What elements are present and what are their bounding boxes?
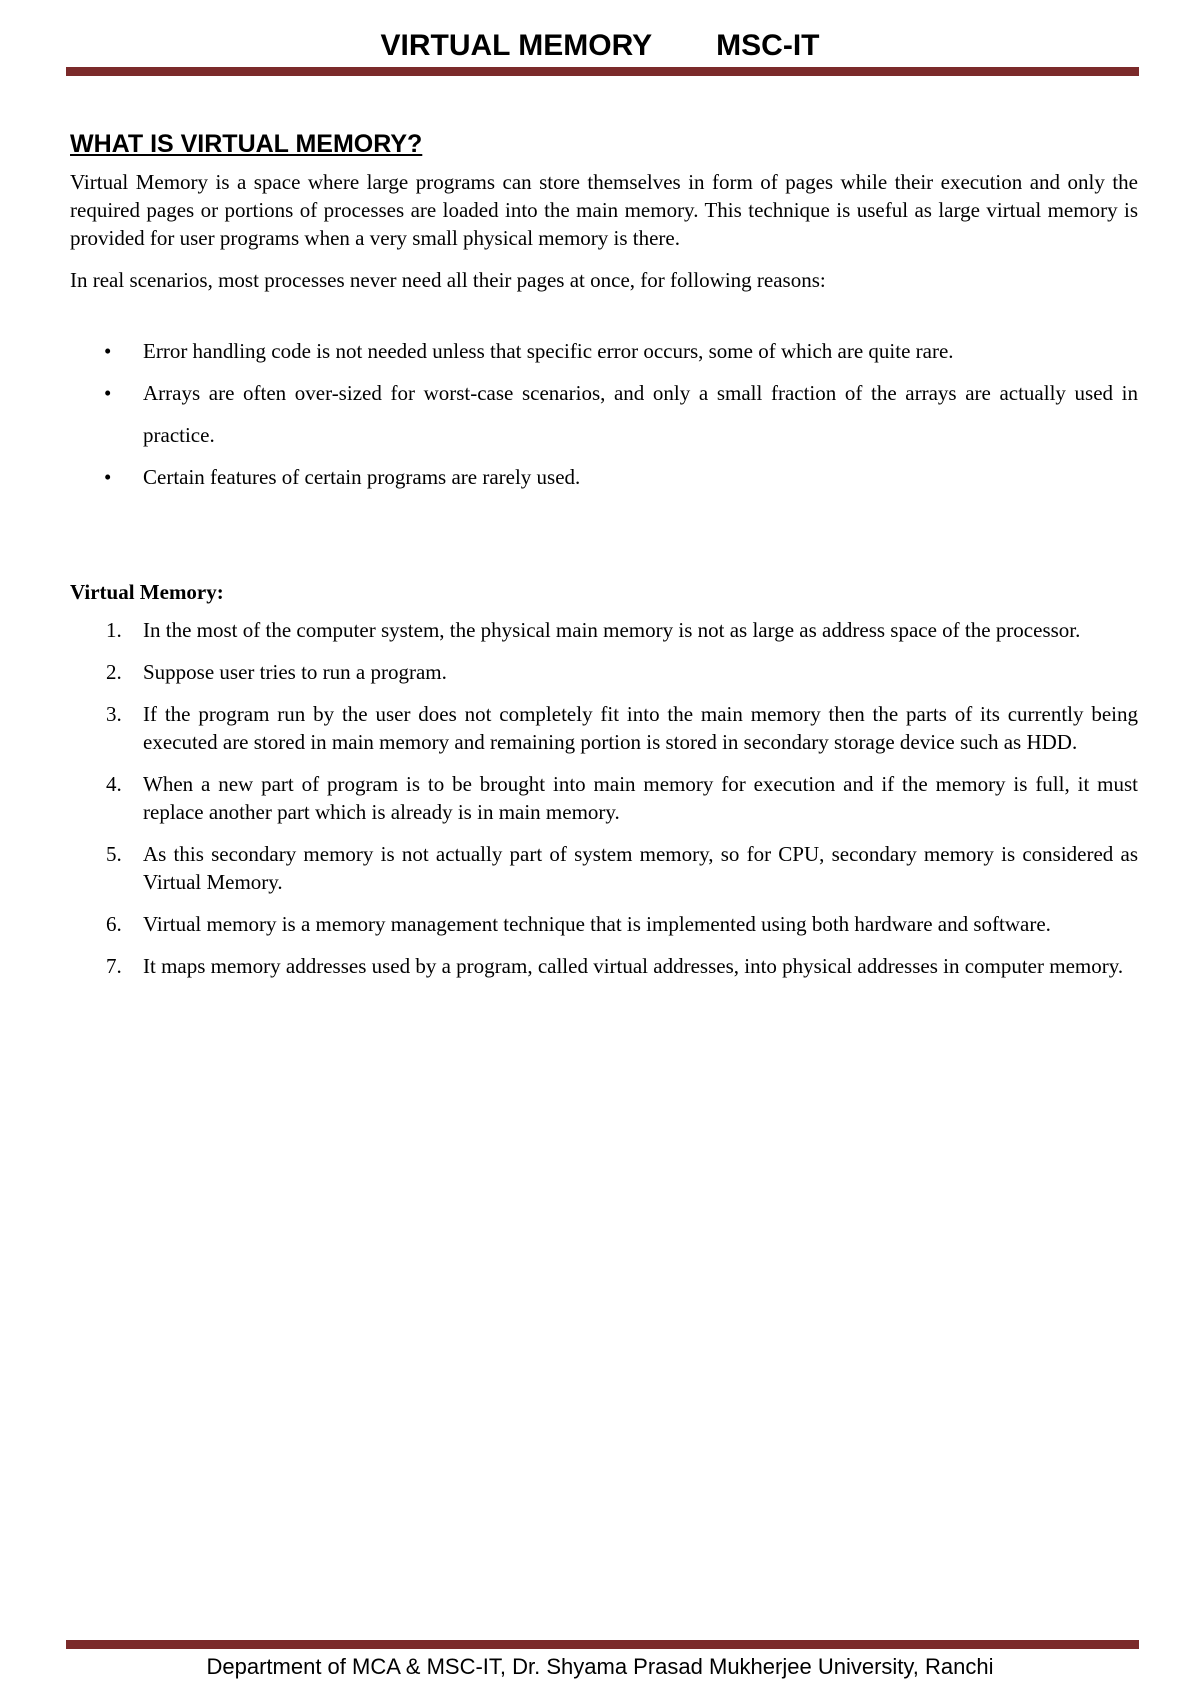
list-item-text: In the most of the computer system, the physical main memory is not as large as address space of the processor. xyxy=(143,618,1081,642)
list-item xyxy=(70,700,1138,756)
page-footer: Department of MCA & MSC-IT, Dr. Shyama Prasad Mukherjee University, Ranchi xyxy=(206,1654,994,1679)
reasons-list xyxy=(70,330,1138,498)
bullet-icon: • xyxy=(104,381,112,405)
list-item-text: Error handling code is not needed unless that specific error occurs, some of which are quite rare. xyxy=(143,339,954,363)
list-item-text: Suppose user tries to run a program. xyxy=(143,660,447,684)
list-number: 4. xyxy=(106,772,122,796)
list-item xyxy=(70,456,1138,498)
list-item xyxy=(70,372,1138,456)
list-item xyxy=(70,910,1138,938)
list-item xyxy=(70,330,1138,372)
document-body xyxy=(70,128,1138,994)
list-item xyxy=(70,840,1138,896)
list-item xyxy=(70,616,1138,644)
list-number: 3. xyxy=(106,702,122,726)
list-item-text: Virtual memory is a memory management technique that is implemented using both hardware and software. xyxy=(143,912,1051,936)
bullet-icon: • xyxy=(104,465,112,489)
virtual-memory-list xyxy=(70,616,1138,980)
list-item-text: It maps memory addresses used by a program, called virtual addresses, into physical addresses in computer memory. xyxy=(143,954,1124,978)
virtual-memory-heading: Virtual Memory: xyxy=(70,580,224,604)
list-item-text: If the program run by the user does not completely fit into the main memory then the parts of its currently being executed are stored in main memory and remaining portion is stored in secondary storage device such as HDD. xyxy=(143,702,1138,754)
list-item xyxy=(70,952,1138,980)
list-item-text: When a new part of program is to be brought into main memory for execution and if the memory is full, it must replace another part which is already is in main memory. xyxy=(143,772,1138,824)
header-title: VIRTUAL MEMORY xyxy=(380,29,653,62)
list-item xyxy=(70,770,1138,826)
list-number: 2. xyxy=(106,660,122,684)
list-number: 7. xyxy=(106,954,122,978)
list-number: 1. xyxy=(106,618,122,642)
reasons-intro-paragraph: In real scenarios, most processes never need all their pages at once, for following reasons: xyxy=(70,268,826,292)
list-number: 6. xyxy=(106,912,122,936)
footer-divider xyxy=(66,1640,1139,1649)
list-item-text: As this secondary memory is not actually part of system memory, so for CPU, secondary memory is considered as Virtual Memory. xyxy=(143,842,1138,894)
list-item-text: Certain features of certain programs are rarely used. xyxy=(143,465,581,489)
page-header xyxy=(0,26,1200,66)
list-number: 5. xyxy=(106,842,122,866)
intro-paragraph: Virtual Memory is a space where large programs can store themselves in form of pages while their execution and only the required pages or portions of processes are loaded into the main memory. This technique is useful as large virtual memory is provided for user programs when a very small physical memory is there. xyxy=(70,170,1138,250)
bullet-icon: • xyxy=(104,339,112,363)
list-item-text: Arrays are often over-sized for worst-case scenarios, and only a small fraction of the arrays are actually used in practice. xyxy=(143,381,1138,447)
section-title: WHAT IS VIRTUAL MEMORY? xyxy=(70,130,423,158)
list-item xyxy=(70,658,1138,686)
header-course: MSC-IT xyxy=(716,29,820,62)
header-divider xyxy=(66,67,1139,76)
